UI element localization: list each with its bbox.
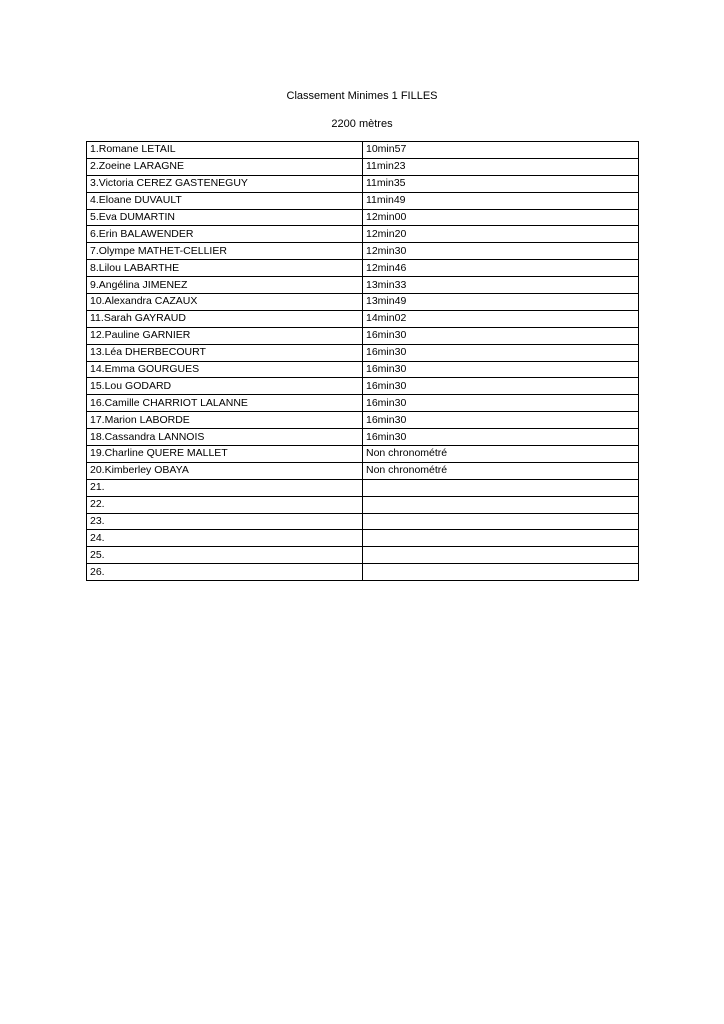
time-cell: Non chronométré — [363, 462, 639, 479]
table-row — [87, 158, 639, 175]
time-cell: 16min30 — [363, 378, 639, 395]
time-cell — [363, 496, 639, 513]
table-row — [87, 277, 639, 294]
athlete-name-cell: 2.Zoeine LARAGNE — [87, 158, 363, 175]
athlete-name-cell: 11.Sarah GAYRAUD — [87, 310, 363, 327]
time-cell: 11min35 — [363, 175, 639, 192]
time-cell: 11min23 — [363, 158, 639, 175]
table-row — [87, 496, 639, 513]
athlete-name-cell: 6.Erin BALAWENDER — [87, 226, 363, 243]
time-cell — [363, 547, 639, 564]
athlete-name-cell: 21. — [87, 479, 363, 496]
table-row — [87, 479, 639, 496]
table-row — [87, 530, 639, 547]
athlete-name-cell: 8.Lilou LABARTHE — [87, 260, 363, 277]
athlete-name-cell: 1.Romane LETAIL — [87, 142, 363, 159]
time-cell: 12min46 — [363, 260, 639, 277]
table-row — [87, 226, 639, 243]
athlete-name-cell: 25. — [87, 547, 363, 564]
table-row — [87, 192, 639, 209]
athlete-name-cell: 20.Kimberley OBAYA — [87, 462, 363, 479]
table-row — [87, 412, 639, 429]
athlete-name-cell: 24. — [87, 530, 363, 547]
table-row — [87, 378, 639, 395]
distance-subtitle: 2200 mètres — [331, 118, 393, 130]
time-cell — [363, 530, 639, 547]
time-cell: 14min02 — [363, 310, 639, 327]
athlete-name-cell: 26. — [87, 564, 363, 581]
time-cell: 16min30 — [363, 344, 639, 361]
table-row — [87, 547, 639, 564]
athlete-name-cell: 9.Angélina JIMENEZ — [87, 277, 363, 294]
time-cell: Non chronométré — [363, 446, 639, 463]
time-cell: 16min30 — [363, 429, 639, 446]
time-cell — [363, 479, 639, 496]
table-row — [87, 429, 639, 446]
table-row — [87, 175, 639, 192]
athlete-name-cell: 14.Emma GOURGUES — [87, 361, 363, 378]
results-table — [86, 141, 639, 581]
time-cell: 16min30 — [363, 361, 639, 378]
page-title: Classement Minimes 1 FILLES — [286, 90, 438, 102]
table-row — [87, 564, 639, 581]
athlete-name-cell: 10.Alexandra CAZAUX — [87, 294, 363, 311]
athlete-name-cell: 3.Victoria CEREZ GASTENEGUY — [87, 175, 363, 192]
time-cell: 16min30 — [363, 412, 639, 429]
time-cell: 12min20 — [363, 226, 639, 243]
table-row — [87, 142, 639, 159]
table-row — [87, 209, 639, 226]
time-cell: 16min30 — [363, 327, 639, 344]
time-cell: 11min49 — [363, 192, 639, 209]
table-row — [87, 446, 639, 463]
athlete-name-cell: 15.Lou GODARD — [87, 378, 363, 395]
table-row — [87, 462, 639, 479]
athlete-name-cell: 16.Camille CHARRIOT LALANNE — [87, 395, 363, 412]
table-row — [87, 294, 639, 311]
athlete-name-cell: 13.Léa DHERBECOURT — [87, 344, 363, 361]
athlete-name-cell: 22. — [87, 496, 363, 513]
time-cell: 13min33 — [363, 277, 639, 294]
time-cell: 12min00 — [363, 209, 639, 226]
time-cell — [363, 513, 639, 530]
athlete-name-cell: 19.Charline QUERE MALLET — [87, 446, 363, 463]
table-row — [87, 513, 639, 530]
time-cell: 12min30 — [363, 243, 639, 260]
athlete-name-cell: 12.Pauline GARNIER — [87, 327, 363, 344]
table-row — [87, 361, 639, 378]
time-cell: 13min49 — [363, 294, 639, 311]
table-row — [87, 243, 639, 260]
table-row — [87, 344, 639, 361]
table-row — [87, 310, 639, 327]
time-cell: 10min57 — [363, 142, 639, 159]
athlete-name-cell: 4.Eloane DUVAULT — [87, 192, 363, 209]
time-cell — [363, 564, 639, 581]
table-row — [87, 327, 639, 344]
athlete-name-cell: 7.Olympe MATHET-CELLIER — [87, 243, 363, 260]
table-row — [87, 260, 639, 277]
athlete-name-cell: 5.Eva DUMARTIN — [87, 209, 363, 226]
athlete-name-cell: 23. — [87, 513, 363, 530]
table-row — [87, 395, 639, 412]
time-cell: 16min30 — [363, 395, 639, 412]
athlete-name-cell: 18.Cassandra LANNOIS — [87, 429, 363, 446]
athlete-name-cell: 17.Marion LABORDE — [87, 412, 363, 429]
